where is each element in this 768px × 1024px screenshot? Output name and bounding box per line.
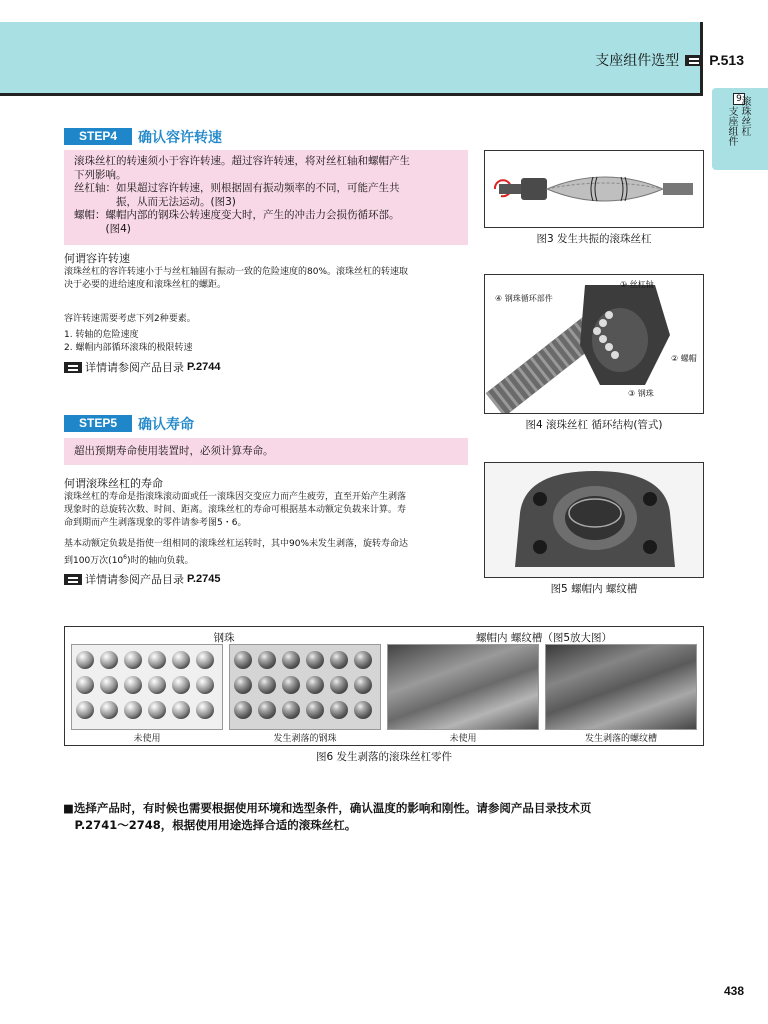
side-tab-text-left: 支座组件 (728, 107, 739, 148)
text-line: 滚珠丝杠的寿命是指滚珠滚动面或任一滚珠因交变应力而产生疲劳，直至开始产生剥落 (64, 492, 407, 502)
steel-ball (258, 651, 276, 669)
side-tab-text-right: 滚珠丝杠 (741, 97, 752, 138)
label-new-groove: 未使用 (449, 734, 477, 744)
steel-ball (148, 651, 166, 669)
shaft-end (663, 183, 693, 195)
header-reference[interactable] (595, 50, 744, 70)
steel-ball (100, 701, 118, 719)
steel-ball (196, 676, 214, 694)
step4-subheading: 何谓容许转速 (64, 252, 130, 265)
steel-ball (282, 676, 300, 694)
resonating-ballscrew-drawing (485, 151, 704, 228)
text-line: 命到期而产生剥落现象的零件请参考图5・6。 (64, 518, 247, 528)
figure-6-caption: 图6 发生剥落的滚珠丝杠零件 (315, 751, 453, 763)
figure-3-caption: 图3 发生共振的滚珠丝杠 (536, 233, 652, 245)
label-ball-return: ④ 钢珠循环部件 (495, 294, 553, 303)
reference-icon (64, 362, 82, 373)
page-number: 438 (724, 984, 745, 998)
steel-ball (234, 701, 252, 719)
step4-box-line: 螺帽：螺帽内部的钢珠公转速度变大时，产生的冲击力会损伤循环部。 (74, 209, 400, 221)
steel-ball (330, 676, 348, 694)
steel-ball (124, 676, 142, 694)
steel-ball (330, 651, 348, 669)
reference-page[interactable]: P.2744 (187, 361, 221, 373)
chapter-number: 9 (733, 93, 745, 105)
text-line: 决于必要的进给速度和滚珠丝杠的螺距。 (64, 280, 227, 290)
nut-body (521, 178, 547, 200)
text-line: 滚珠丝杠的容许转速小于与丝杠轴固有振动一致的危险速度的80%。滚珠丝杠的转速取 (64, 267, 409, 277)
step4-box-line: 丝杠轴：如果超过容许转速，则根据固有振动频率的不同，可能产生共 (74, 182, 400, 194)
label-screw-shaft: ① 丝杠轴 (620, 280, 654, 289)
reference-text: 详情请参阅产品目录 (85, 573, 184, 586)
step5-summary-box (64, 438, 468, 465)
text-line (64, 551, 474, 568)
steel-ball (196, 701, 214, 719)
reference-text: 详情请参阅产品目录 (85, 361, 184, 374)
vibrating-shaft (547, 177, 663, 201)
steel-ball (234, 651, 252, 669)
step5-catalog-reference[interactable] (64, 571, 220, 587)
label-new-balls: 未使用 (133, 734, 161, 744)
steel-ball (124, 701, 142, 719)
figure-6-header-grooves: 螺帽内 螺纹槽（图5放大图） (475, 632, 613, 644)
section-label: 支座组件选型 (595, 53, 680, 69)
steel-ball (282, 701, 300, 719)
steel-ball (172, 651, 190, 669)
reference-icon (64, 574, 82, 585)
steel-ball (282, 651, 300, 669)
superscript: 6 (123, 554, 127, 561)
text-line: 基本动额定负载是指使一组相同的滚珠丝杠运转时，其中90%未发生剥落，旋转寿命达 (64, 539, 409, 549)
step4-paragraph-1 (64, 266, 474, 292)
steel-ball (148, 676, 166, 694)
text-line: 2. 螺帽内部循环滚珠的极限转速 (64, 343, 193, 353)
step5-paragraph-1 (64, 491, 474, 530)
label-nut: ② 螺帽 (671, 354, 697, 363)
steel-ball (172, 676, 190, 694)
steel-ball (354, 701, 372, 719)
steel-ball (354, 676, 372, 694)
step4-paragraph-2 (64, 313, 474, 355)
figure-6-panel (64, 626, 704, 746)
step5-badge: STEP5 (64, 415, 132, 432)
step4-summary-box (64, 150, 468, 245)
steel-ball (148, 701, 166, 719)
step4-catalog-reference[interactable] (64, 359, 220, 375)
text-line: 1. 转轴的危险速度 (64, 330, 139, 340)
step4-box-line: 下列影响。 (74, 168, 127, 181)
bore-inner (565, 496, 625, 540)
steel-ball (100, 676, 118, 694)
step5-title: 确认寿命 (138, 417, 194, 433)
shaft-end (499, 184, 521, 194)
steel-ball (330, 701, 348, 719)
figure-5-image (484, 462, 704, 578)
steel-ball (354, 651, 372, 669)
figure-5-caption: 图5 螺帽内 螺纹槽 (550, 583, 638, 595)
figure-6-header-balls: 钢珠 (213, 632, 235, 644)
text-line: 现象时的总旋转次数、时间、距离。滚珠丝杠的寿命可根据基本动额定负载来计算。寿 (64, 505, 407, 515)
page-reference[interactable]: P.513 (709, 52, 744, 68)
steel-ball (124, 651, 142, 669)
steel-ball (100, 651, 118, 669)
reference-icon (685, 55, 703, 66)
new-groove-photo (387, 644, 539, 730)
note-line: ■选择产品时，有时候也需要根据使用环境和选型条件，确认温度的影响和刚性。请参阅产品目录技术页 (63, 801, 592, 815)
step4-box-line: 滚珠丝杠的转速须小于容许转速。超过容许转速，将对丝杠轴和螺帽产生 (74, 155, 410, 167)
text-fragment: 到100万次(10 (64, 556, 124, 566)
reference-page[interactable]: P.2745 (187, 573, 221, 585)
note-line: P.2741～2748，根据使用用途选择合适的滚珠丝杠。 (63, 818, 357, 832)
bottom-note (63, 800, 713, 834)
text-line: 容许转速需要考虑下列2种要素。 (64, 314, 196, 324)
flaked-balls-photo (229, 644, 381, 730)
step4-title: 确认容许转速 (138, 130, 222, 146)
figure-4-image (484, 274, 704, 414)
new-balls-photo (71, 644, 223, 730)
figure-4-caption: 图4 滚珠丝杠 循环结构(管式) (525, 419, 663, 431)
steel-ball (306, 651, 324, 669)
label-flaked-groove: 发生剥落的螺纹槽 (584, 734, 657, 744)
steel-ball (306, 676, 324, 694)
step4-box-line: (图4) (74, 222, 131, 235)
steel-ball (76, 651, 94, 669)
steel-ball (76, 676, 94, 694)
steel-ball (172, 701, 190, 719)
step5-box-line: 超出预期寿命使用装置时，必须计算寿命。 (74, 445, 274, 457)
steel-ball (258, 676, 276, 694)
steel-ball (306, 701, 324, 719)
step4-box-line: 振，从而无法运动。(图3) (74, 195, 236, 208)
label-ball: ③ 钢珠 (628, 389, 654, 398)
steel-ball (258, 701, 276, 719)
step4-badge: STEP4 (64, 128, 132, 145)
figure-3-image (484, 150, 704, 228)
steel-ball (76, 701, 94, 719)
label-flaked-balls: 发生剥落的钢珠 (273, 734, 337, 744)
steel-ball (196, 651, 214, 669)
steel-ball (234, 676, 252, 694)
text-fragment: )时的轴向负载。 (126, 556, 194, 566)
step5-paragraph-2 (64, 538, 474, 568)
nut-photo (485, 463, 704, 578)
step5-subheading: 何谓滚珠丝杠的寿命 (64, 477, 163, 490)
flaked-groove-photo (545, 644, 697, 730)
